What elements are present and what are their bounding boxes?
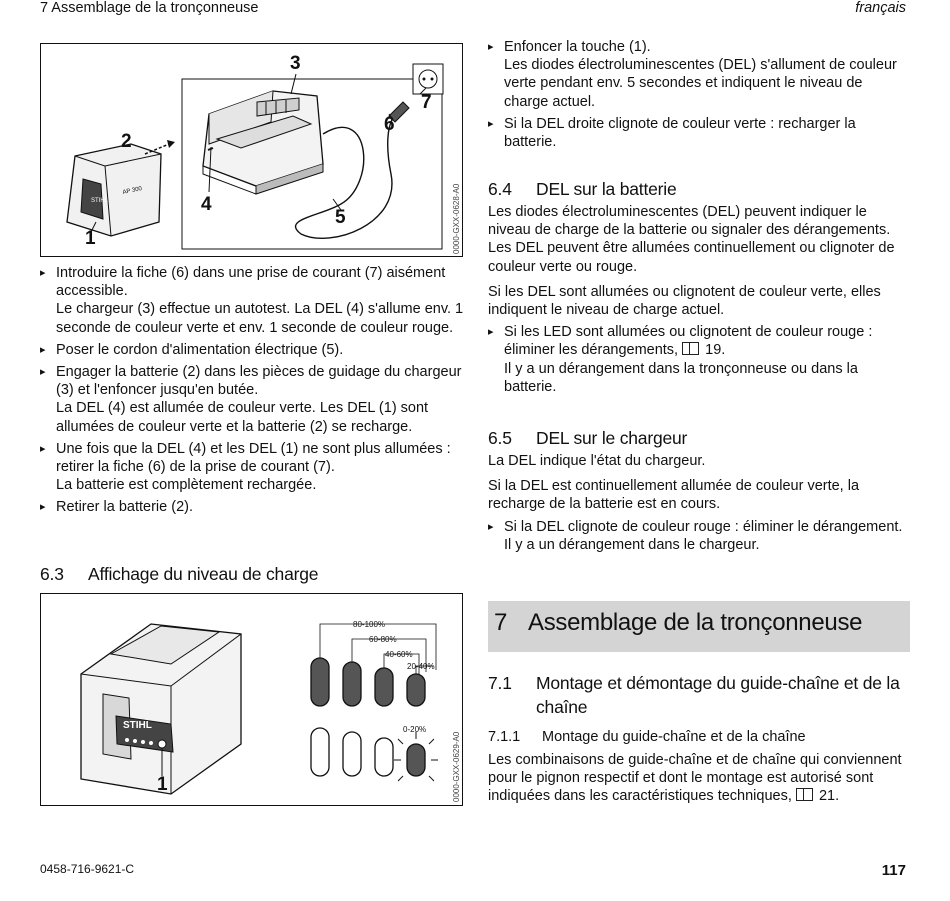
paragraph-text: Les combinaisons de guide-chaîne et de chaîne qui conviennent pour le pignon respectif et dont le montage est autorisé sont indiquées dans les caractéristiques techniques, (488, 752, 902, 805)
callout-2: 2 (121, 131, 132, 152)
callout-3: 3 (290, 53, 301, 74)
section-number: 6.5 (488, 428, 512, 448)
section-title: DEL sur la batterie (536, 179, 677, 199)
charging-steps (40, 264, 464, 517)
level-label-40-60: 40-60% (385, 650, 413, 659)
page-ref[interactable]: 21. (818, 788, 840, 805)
page-ref[interactable]: 19. (705, 342, 726, 359)
step-item (488, 518, 910, 554)
charge-level-steps (488, 38, 910, 151)
chapter-number: 7 (494, 609, 508, 636)
level-label-80-100: 80-100% (353, 620, 386, 629)
section-number: 7.1.1 (488, 729, 521, 745)
charger-illustration (41, 44, 462, 256)
paragraph (488, 751, 910, 806)
step-text: Si les LED sont allumées ou clignotent de couleur rouge : éliminer les dérangements, (504, 324, 873, 359)
step-text: Si la DEL droite clignote de couleur verte : recharger la batterie. (504, 115, 856, 151)
level-label-60-80: 60-80% (369, 635, 397, 644)
figure-charge-level (40, 593, 463, 806)
step-item (40, 440, 464, 495)
step-item (40, 341, 464, 359)
paragraph: Les diodes électroluminescentes (DEL) peuvent indiquer le niveau de charge de la batterie ou signaler des dérangements. Les DEL peuvent être allumées continuellement ou clignoter de couleur verte ou rouge. (488, 204, 895, 275)
step-note: La DEL (4) est allumée de couleur verte. Les DEL (1) sont allumées de couleur verte et la batterie (2) se recharge. (56, 400, 429, 435)
section-number: 7.1 (488, 673, 512, 693)
paragraph: Si la DEL est continuellement allumée de couleur verte, la recharge de la batterie est en cours. (488, 478, 860, 513)
figure-code: 0000-GXX-0628-A0 (452, 183, 461, 254)
section-7-1-1-heading (488, 729, 806, 745)
section-6-5-body (488, 452, 910, 554)
paragraph: La DEL indique l'état du chargeur. (488, 453, 706, 469)
section-6-3-heading (40, 564, 318, 585)
section-6-5-heading (488, 428, 687, 449)
callout-7: 7 (421, 92, 432, 113)
step-text: Poser le cordon d'alimentation électrique (5). (56, 341, 344, 358)
running-header: 7 Assemblage de la tronçonneuse (40, 0, 259, 16)
section-7-1-heading (488, 671, 918, 719)
language-label: français (855, 0, 906, 16)
step-note: La batterie est complètement rechargée. (56, 477, 317, 494)
section-6-4-heading (488, 179, 676, 200)
step-note: Le chargeur (3) effectue un autotest. La DEL (4) s'allume env. 1 seconde de couleur verte et env. 1 seconde de couleur rouge. (56, 301, 464, 336)
page-number: 117 (881, 862, 906, 879)
chapter-title: Assemblage de la tronçonneuse (528, 609, 863, 636)
step-text: Introduire la fiche (6) dans une prise de courant (7) aisément accessible. (56, 265, 446, 300)
step-text: Une fois que la DEL (4) et les DEL (1) ne sont plus allumées : retirer la fiche (6) de la prise de courant (7). (56, 440, 451, 476)
callout-1: 1 (85, 228, 96, 249)
step-note: Il y a un dérangement dans le chargeur. (504, 536, 760, 553)
step-note: Les diodes électroluminescentes (DEL) s'allument de couleur verte pendant env. 5 secondes et indiquent le niveau de charge actuel. (504, 57, 897, 110)
section-title: DEL sur le chargeur (536, 428, 688, 448)
battery-brand: STIHL (91, 198, 109, 204)
step-item (488, 115, 910, 151)
paragraph: Si les DEL sont allumées ou clignotent de couleur verte, elles indiquent le niveau de charge actuel. (488, 283, 881, 319)
battery-label: AP 300 (122, 186, 143, 196)
step-item (40, 363, 464, 436)
chapter-banner (488, 601, 910, 652)
section-title: Montage du guide-chaîne et de la chaîne (542, 729, 806, 745)
callout-4: 4 (201, 194, 212, 215)
battery-brand-2: STIHL (123, 720, 152, 731)
section-7-1-1-body (488, 751, 910, 806)
section-title-cont: chaîne (536, 697, 588, 717)
step-note: Il y a un dérangement dans la tronçonneuse ou dans la batterie. (504, 360, 858, 395)
level-label-20-40: 20-40% (407, 662, 435, 671)
book-icon (682, 342, 699, 355)
figure-charger (40, 43, 463, 257)
callout-1: 1 (157, 774, 168, 795)
step-text: Enfoncer la touche (1). (504, 39, 651, 55)
step-text: Si la DEL clignote de couleur rouge : éliminer le dérangement. (504, 518, 903, 535)
book-icon (796, 788, 813, 801)
step-item (40, 498, 464, 516)
section-number: 6.4 (488, 179, 512, 199)
callout-6: 6 (384, 114, 395, 135)
step-item (488, 323, 910, 396)
step-text: Retirer la batterie (2). (56, 499, 193, 516)
step-item (40, 264, 464, 337)
figure-code: 0000-GXX-0629-A0 (452, 731, 461, 802)
document-number: 0458-716-9621-C (40, 862, 135, 876)
battery-led-illustration (41, 594, 462, 805)
section-6-4-body (488, 203, 910, 396)
level-label-0-20: 0-20% (403, 725, 427, 734)
callout-5: 5 (335, 207, 346, 228)
section-title: Montage et démontage du guide-chaîne et de la (536, 673, 900, 693)
step-item (488, 38, 910, 111)
section-title: Affichage du niveau de charge (88, 564, 319, 584)
section-number: 6.3 (40, 564, 64, 584)
step-text: Engager la batterie (2) dans les pièces de guidage du chargeur (3) et l'enfoncer jusqu'en butée. (56, 364, 462, 399)
